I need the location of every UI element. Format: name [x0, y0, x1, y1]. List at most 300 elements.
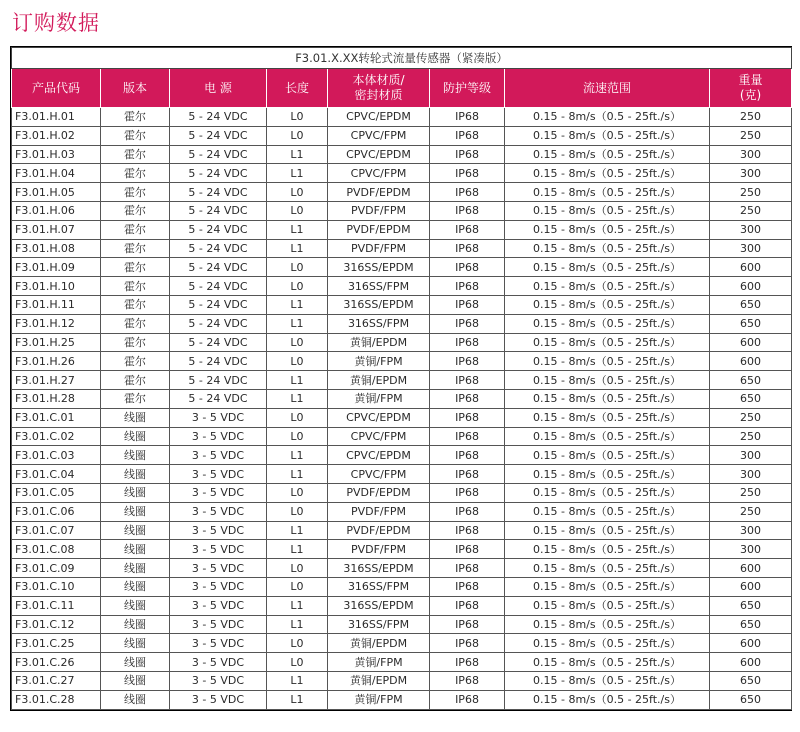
cell-power: 3 - 5 VDC: [170, 427, 267, 446]
cell-protection: IP68: [430, 145, 505, 164]
cell-version: 线圈: [101, 465, 170, 484]
cell-weight: 650: [710, 371, 792, 390]
cell-flow-range: 0.15 - 8m/s（0.5 - 25ft./s）: [505, 183, 710, 202]
cell-length: L0: [267, 108, 328, 127]
cell-length: L1: [267, 314, 328, 333]
header-length: 长度: [267, 69, 328, 108]
cell-power: 3 - 5 VDC: [170, 521, 267, 540]
cell-length: L1: [267, 220, 328, 239]
cell-protection: IP68: [430, 108, 505, 127]
cell-product-code: F3.01.H.01: [12, 108, 101, 127]
cell-flow-range: 0.15 - 8m/s（0.5 - 25ft./s）: [505, 333, 710, 352]
cell-weight: 300: [710, 540, 792, 559]
cell-protection: IP68: [430, 352, 505, 371]
cell-flow-range: 0.15 - 8m/s（0.5 - 25ft./s）: [505, 389, 710, 408]
cell-power: 3 - 5 VDC: [170, 559, 267, 578]
cell-length: L1: [267, 596, 328, 615]
cell-length: L1: [267, 145, 328, 164]
cell-version: 线圈: [101, 634, 170, 653]
cell-flow-range: 0.15 - 8m/s（0.5 - 25ft./s）: [505, 164, 710, 183]
cell-weight: 250: [710, 408, 792, 427]
cell-power: 3 - 5 VDC: [170, 577, 267, 596]
cell-version: 霍尔: [101, 258, 170, 277]
cell-protection: IP68: [430, 333, 505, 352]
cell-protection: IP68: [430, 465, 505, 484]
cell-material: 黄铜/EPDM: [328, 333, 430, 352]
cell-material: 316SS/FPM: [328, 615, 430, 634]
cell-material: PVDF/FPM: [328, 201, 430, 220]
cell-protection: IP68: [430, 615, 505, 634]
header-material-line2: 密封材质: [354, 88, 403, 102]
cell-weight: 600: [710, 634, 792, 653]
cell-material: PVDF/EPDM: [328, 220, 430, 239]
cell-protection: IP68: [430, 126, 505, 145]
table-row: [12, 389, 792, 408]
table-row: [12, 577, 792, 596]
cell-flow-range: 0.15 - 8m/s（0.5 - 25ft./s）: [505, 446, 710, 465]
cell-version: 线圈: [101, 577, 170, 596]
table-row: [12, 653, 792, 672]
cell-product-code: F3.01.H.08: [12, 239, 101, 258]
cell-product-code: F3.01.H.12: [12, 314, 101, 333]
table-row: [12, 352, 792, 371]
cell-product-code: F3.01.C.01: [12, 408, 101, 427]
cell-flow-range: 0.15 - 8m/s（0.5 - 25ft./s）: [505, 314, 710, 333]
cell-weight: 250: [710, 108, 792, 127]
cell-power: 5 - 24 VDC: [170, 183, 267, 202]
cell-product-code: F3.01.C.08: [12, 540, 101, 559]
cell-length: L1: [267, 671, 328, 690]
cell-version: 线圈: [101, 559, 170, 578]
table-caption: F3.01.X.XX转轮式流量传感器（紧凑版）: [12, 48, 792, 69]
header-flow-range: 流速范围: [505, 69, 710, 108]
table-row: [12, 371, 792, 390]
table-body: [12, 108, 792, 710]
cell-flow-range: 0.15 - 8m/s（0.5 - 25ft./s）: [505, 540, 710, 559]
header-weight: [710, 69, 792, 108]
cell-power: 3 - 5 VDC: [170, 596, 267, 615]
cell-material: CPVC/FPM: [328, 126, 430, 145]
cell-material: 316SS/EPDM: [328, 596, 430, 615]
cell-power: 5 - 24 VDC: [170, 352, 267, 371]
cell-product-code: F3.01.C.05: [12, 483, 101, 502]
cell-version: 线圈: [101, 653, 170, 672]
cell-protection: IP68: [430, 559, 505, 578]
table-row: [12, 465, 792, 484]
cell-material: 316SS/FPM: [328, 314, 430, 333]
cell-length: L0: [267, 258, 328, 277]
cell-weight: 300: [710, 521, 792, 540]
cell-product-code: F3.01.C.02: [12, 427, 101, 446]
cell-version: 线圈: [101, 540, 170, 559]
cell-protection: IP68: [430, 577, 505, 596]
cell-weight: 600: [710, 277, 792, 296]
cell-length: L1: [267, 446, 328, 465]
cell-material: PVDF/FPM: [328, 239, 430, 258]
cell-length: L0: [267, 427, 328, 446]
cell-weight: 600: [710, 333, 792, 352]
table-row: [12, 540, 792, 559]
cell-product-code: F3.01.C.04: [12, 465, 101, 484]
cell-material: 316SS/FPM: [328, 277, 430, 296]
table-row: [12, 634, 792, 653]
table-row: [12, 295, 792, 314]
cell-version: 线圈: [101, 615, 170, 634]
cell-length: L0: [267, 502, 328, 521]
cell-power: 3 - 5 VDC: [170, 615, 267, 634]
cell-protection: IP68: [430, 502, 505, 521]
header-version: 版本: [101, 69, 170, 108]
cell-power: 5 - 24 VDC: [170, 389, 267, 408]
cell-flow-range: 0.15 - 8m/s（0.5 - 25ft./s）: [505, 108, 710, 127]
cell-power: 5 - 24 VDC: [170, 126, 267, 145]
cell-material: 黄铜/EPDM: [328, 371, 430, 390]
cell-product-code: F3.01.C.07: [12, 521, 101, 540]
cell-power: 5 - 24 VDC: [170, 295, 267, 314]
cell-protection: IP68: [430, 408, 505, 427]
cell-weight: 600: [710, 653, 792, 672]
cell-length: L1: [267, 540, 328, 559]
cell-flow-range: 0.15 - 8m/s（0.5 - 25ft./s）: [505, 201, 710, 220]
cell-version: 线圈: [101, 446, 170, 465]
cell-material: CPVC/EPDM: [328, 446, 430, 465]
cell-version: 线圈: [101, 596, 170, 615]
cell-material: 316SS/FPM: [328, 577, 430, 596]
cell-version: 霍尔: [101, 277, 170, 296]
cell-protection: IP68: [430, 427, 505, 446]
cell-material: 黄铜/EPDM: [328, 634, 430, 653]
cell-flow-range: 0.15 - 8m/s（0.5 - 25ft./s）: [505, 220, 710, 239]
cell-power: 5 - 24 VDC: [170, 333, 267, 352]
cell-material: CPVC/EPDM: [328, 108, 430, 127]
order-data-table-frame: [10, 46, 792, 711]
cell-product-code: F3.01.C.06: [12, 502, 101, 521]
table-row: [12, 126, 792, 145]
cell-protection: IP68: [430, 446, 505, 465]
cell-weight: 650: [710, 295, 792, 314]
cell-length: L0: [267, 483, 328, 502]
cell-version: 线圈: [101, 427, 170, 446]
cell-product-code: F3.01.C.10: [12, 577, 101, 596]
cell-material: CPVC/FPM: [328, 465, 430, 484]
cell-power: 3 - 5 VDC: [170, 671, 267, 690]
cell-power: 3 - 5 VDC: [170, 634, 267, 653]
header-material-line1: 本体材质/: [352, 73, 405, 87]
table-row: [12, 671, 792, 690]
cell-flow-range: 0.15 - 8m/s（0.5 - 25ft./s）: [505, 634, 710, 653]
cell-length: L0: [267, 577, 328, 596]
cell-material: CPVC/EPDM: [328, 145, 430, 164]
cell-power: 5 - 24 VDC: [170, 371, 267, 390]
cell-material: 黄铜/FPM: [328, 690, 430, 709]
table-row: [12, 239, 792, 258]
cell-product-code: F3.01.H.03: [12, 145, 101, 164]
header-material: [328, 69, 430, 108]
cell-weight: 250: [710, 126, 792, 145]
cell-flow-range: 0.15 - 8m/s（0.5 - 25ft./s）: [505, 690, 710, 709]
cell-length: L0: [267, 653, 328, 672]
cell-power: 3 - 5 VDC: [170, 446, 267, 465]
cell-power: 5 - 24 VDC: [170, 201, 267, 220]
cell-product-code: F3.01.C.03: [12, 446, 101, 465]
table-caption-row: [12, 48, 792, 69]
cell-product-code: F3.01.C.12: [12, 615, 101, 634]
cell-length: L0: [267, 277, 328, 296]
cell-protection: IP68: [430, 483, 505, 502]
cell-flow-range: 0.15 - 8m/s（0.5 - 25ft./s）: [505, 239, 710, 258]
cell-power: 5 - 24 VDC: [170, 108, 267, 127]
cell-power: 3 - 5 VDC: [170, 465, 267, 484]
cell-version: 霍尔: [101, 183, 170, 202]
cell-length: L1: [267, 164, 328, 183]
cell-weight: 600: [710, 258, 792, 277]
cell-flow-range: 0.15 - 8m/s（0.5 - 25ft./s）: [505, 671, 710, 690]
header-product-code: 产品代码: [12, 69, 101, 108]
cell-flow-range: 0.15 - 8m/s（0.5 - 25ft./s）: [505, 126, 710, 145]
cell-material: PVDF/EPDM: [328, 521, 430, 540]
cell-power: 5 - 24 VDC: [170, 145, 267, 164]
cell-length: L0: [267, 634, 328, 653]
cell-flow-range: 0.15 - 8m/s（0.5 - 25ft./s）: [505, 258, 710, 277]
cell-version: 霍尔: [101, 220, 170, 239]
cell-material: 316SS/EPDM: [328, 559, 430, 578]
cell-product-code: F3.01.H.28: [12, 389, 101, 408]
cell-power: 3 - 5 VDC: [170, 408, 267, 427]
table-row: [12, 408, 792, 427]
cell-flow-range: 0.15 - 8m/s（0.5 - 25ft./s）: [505, 483, 710, 502]
cell-protection: IP68: [430, 540, 505, 559]
cell-version: 霍尔: [101, 108, 170, 127]
cell-length: L1: [267, 465, 328, 484]
cell-weight: 650: [710, 314, 792, 333]
cell-weight: 300: [710, 164, 792, 183]
cell-length: L1: [267, 389, 328, 408]
cell-version: 线圈: [101, 483, 170, 502]
cell-protection: IP68: [430, 596, 505, 615]
table-row: [12, 446, 792, 465]
cell-protection: IP68: [430, 671, 505, 690]
cell-weight: 300: [710, 145, 792, 164]
table-row: [12, 201, 792, 220]
cell-weight: 250: [710, 183, 792, 202]
table-row: [12, 427, 792, 446]
cell-version: 线圈: [101, 521, 170, 540]
cell-flow-range: 0.15 - 8m/s（0.5 - 25ft./s）: [505, 277, 710, 296]
table-row: [12, 483, 792, 502]
cell-flow-range: 0.15 - 8m/s（0.5 - 25ft./s）: [505, 559, 710, 578]
cell-weight: 650: [710, 690, 792, 709]
cell-product-code: F3.01.H.07: [12, 220, 101, 239]
cell-flow-range: 0.15 - 8m/s（0.5 - 25ft./s）: [505, 352, 710, 371]
cell-length: L1: [267, 371, 328, 390]
cell-length: L0: [267, 559, 328, 578]
cell-length: L1: [267, 239, 328, 258]
cell-product-code: F3.01.H.04: [12, 164, 101, 183]
cell-material: 316SS/EPDM: [328, 295, 430, 314]
cell-protection: IP68: [430, 220, 505, 239]
cell-material: PVDF/FPM: [328, 502, 430, 521]
table-row: [12, 521, 792, 540]
cell-material: 黄铜/FPM: [328, 352, 430, 371]
cell-weight: 300: [710, 446, 792, 465]
cell-weight: 650: [710, 615, 792, 634]
cell-weight: 300: [710, 465, 792, 484]
cell-version: 霍尔: [101, 239, 170, 258]
table-row: [12, 183, 792, 202]
cell-protection: IP68: [430, 239, 505, 258]
cell-length: L1: [267, 521, 328, 540]
cell-version: 线圈: [101, 690, 170, 709]
cell-weight: 600: [710, 559, 792, 578]
cell-flow-range: 0.15 - 8m/s（0.5 - 25ft./s）: [505, 427, 710, 446]
cell-weight: 650: [710, 389, 792, 408]
table-row: [12, 277, 792, 296]
cell-protection: IP68: [430, 314, 505, 333]
cell-material: 黄铜/FPM: [328, 389, 430, 408]
cell-product-code: F3.01.C.11: [12, 596, 101, 615]
table-row: [12, 559, 792, 578]
cell-power: 5 - 24 VDC: [170, 314, 267, 333]
cell-power: 5 - 24 VDC: [170, 239, 267, 258]
cell-length: L0: [267, 333, 328, 352]
table-row: [12, 314, 792, 333]
cell-flow-range: 0.15 - 8m/s（0.5 - 25ft./s）: [505, 653, 710, 672]
cell-weight: 600: [710, 352, 792, 371]
cell-length: L0: [267, 183, 328, 202]
cell-product-code: F3.01.H.02: [12, 126, 101, 145]
cell-weight: 300: [710, 239, 792, 258]
cell-flow-range: 0.15 - 8m/s（0.5 - 25ft./s）: [505, 408, 710, 427]
cell-flow-range: 0.15 - 8m/s（0.5 - 25ft./s）: [505, 465, 710, 484]
cell-protection: IP68: [430, 371, 505, 390]
cell-product-code: F3.01.H.05: [12, 183, 101, 202]
cell-product-code: F3.01.C.26: [12, 653, 101, 672]
cell-length: L1: [267, 615, 328, 634]
cell-weight: 600: [710, 577, 792, 596]
cell-material: PVDF/EPDM: [328, 183, 430, 202]
table-header-row: [12, 69, 792, 108]
header-power: 电 源: [170, 69, 267, 108]
cell-power: 5 - 24 VDC: [170, 277, 267, 296]
cell-protection: IP68: [430, 653, 505, 672]
table-row: [12, 145, 792, 164]
cell-protection: IP68: [430, 389, 505, 408]
cell-version: 霍尔: [101, 371, 170, 390]
cell-version: 霍尔: [101, 352, 170, 371]
cell-weight: 250: [710, 502, 792, 521]
cell-product-code: F3.01.H.09: [12, 258, 101, 277]
cell-weight: 650: [710, 671, 792, 690]
cell-power: 3 - 5 VDC: [170, 690, 267, 709]
cell-weight: 650: [710, 596, 792, 615]
cell-product-code: F3.01.H.06: [12, 201, 101, 220]
cell-protection: IP68: [430, 258, 505, 277]
cell-material: PVDF/FPM: [328, 540, 430, 559]
cell-product-code: F3.01.C.27: [12, 671, 101, 690]
cell-length: L1: [267, 295, 328, 314]
cell-flow-range: 0.15 - 8m/s（0.5 - 25ft./s）: [505, 502, 710, 521]
cell-version: 霍尔: [101, 201, 170, 220]
cell-product-code: F3.01.H.25: [12, 333, 101, 352]
cell-product-code: F3.01.C.09: [12, 559, 101, 578]
cell-flow-range: 0.15 - 8m/s（0.5 - 25ft./s）: [505, 371, 710, 390]
table-row: [12, 333, 792, 352]
cell-product-code: F3.01.H.11: [12, 295, 101, 314]
cell-power: 3 - 5 VDC: [170, 540, 267, 559]
cell-length: L0: [267, 352, 328, 371]
cell-version: 线圈: [101, 408, 170, 427]
cell-protection: IP68: [430, 201, 505, 220]
cell-version: 霍尔: [101, 145, 170, 164]
cell-power: 5 - 24 VDC: [170, 164, 267, 183]
table-row: [12, 220, 792, 239]
cell-weight: 300: [710, 220, 792, 239]
cell-version: 霍尔: [101, 295, 170, 314]
cell-version: 霍尔: [101, 333, 170, 352]
cell-protection: IP68: [430, 690, 505, 709]
cell-power: 3 - 5 VDC: [170, 653, 267, 672]
cell-weight: 250: [710, 201, 792, 220]
cell-protection: IP68: [430, 183, 505, 202]
cell-product-code: F3.01.H.27: [12, 371, 101, 390]
cell-flow-range: 0.15 - 8m/s（0.5 - 25ft./s）: [505, 615, 710, 634]
order-data-table: [11, 47, 792, 710]
cell-flow-range: 0.15 - 8m/s（0.5 - 25ft./s）: [505, 577, 710, 596]
cell-version: 线圈: [101, 502, 170, 521]
cell-version: 霍尔: [101, 389, 170, 408]
table-row: [12, 108, 792, 127]
cell-length: L0: [267, 201, 328, 220]
cell-material: 黄铜/FPM: [328, 653, 430, 672]
cell-version: 霍尔: [101, 164, 170, 183]
cell-product-code: F3.01.C.25: [12, 634, 101, 653]
cell-power: 3 - 5 VDC: [170, 483, 267, 502]
table-row: [12, 690, 792, 709]
table-row: [12, 258, 792, 277]
cell-flow-range: 0.15 - 8m/s（0.5 - 25ft./s）: [505, 596, 710, 615]
page-title: 订购数据: [12, 11, 100, 35]
cell-length: L0: [267, 126, 328, 145]
cell-material: 黄铜/EPDM: [328, 671, 430, 690]
cell-material: CPVC/FPM: [328, 164, 430, 183]
cell-version: 霍尔: [101, 314, 170, 333]
cell-product-code: F3.01.C.28: [12, 690, 101, 709]
cell-weight: 250: [710, 483, 792, 502]
cell-length: L1: [267, 690, 328, 709]
cell-version: 线圈: [101, 671, 170, 690]
cell-length: L0: [267, 408, 328, 427]
cell-protection: IP68: [430, 295, 505, 314]
cell-product-code: F3.01.H.10: [12, 277, 101, 296]
cell-flow-range: 0.15 - 8m/s（0.5 - 25ft./s）: [505, 295, 710, 314]
cell-product-code: F3.01.H.26: [12, 352, 101, 371]
cell-material: CPVC/FPM: [328, 427, 430, 446]
cell-protection: IP68: [430, 521, 505, 540]
header-protection: 防护等级: [430, 69, 505, 108]
cell-power: 5 - 24 VDC: [170, 220, 267, 239]
cell-protection: IP68: [430, 634, 505, 653]
header-weight-line2: (克): [739, 88, 762, 102]
table-row: [12, 596, 792, 615]
cell-weight: 250: [710, 427, 792, 446]
cell-material: PVDF/EPDM: [328, 483, 430, 502]
cell-power: 5 - 24 VDC: [170, 258, 267, 277]
cell-material: CPVC/EPDM: [328, 408, 430, 427]
cell-flow-range: 0.15 - 8m/s（0.5 - 25ft./s）: [505, 521, 710, 540]
cell-material: 316SS/EPDM: [328, 258, 430, 277]
table-row: [12, 164, 792, 183]
cell-protection: IP68: [430, 277, 505, 296]
